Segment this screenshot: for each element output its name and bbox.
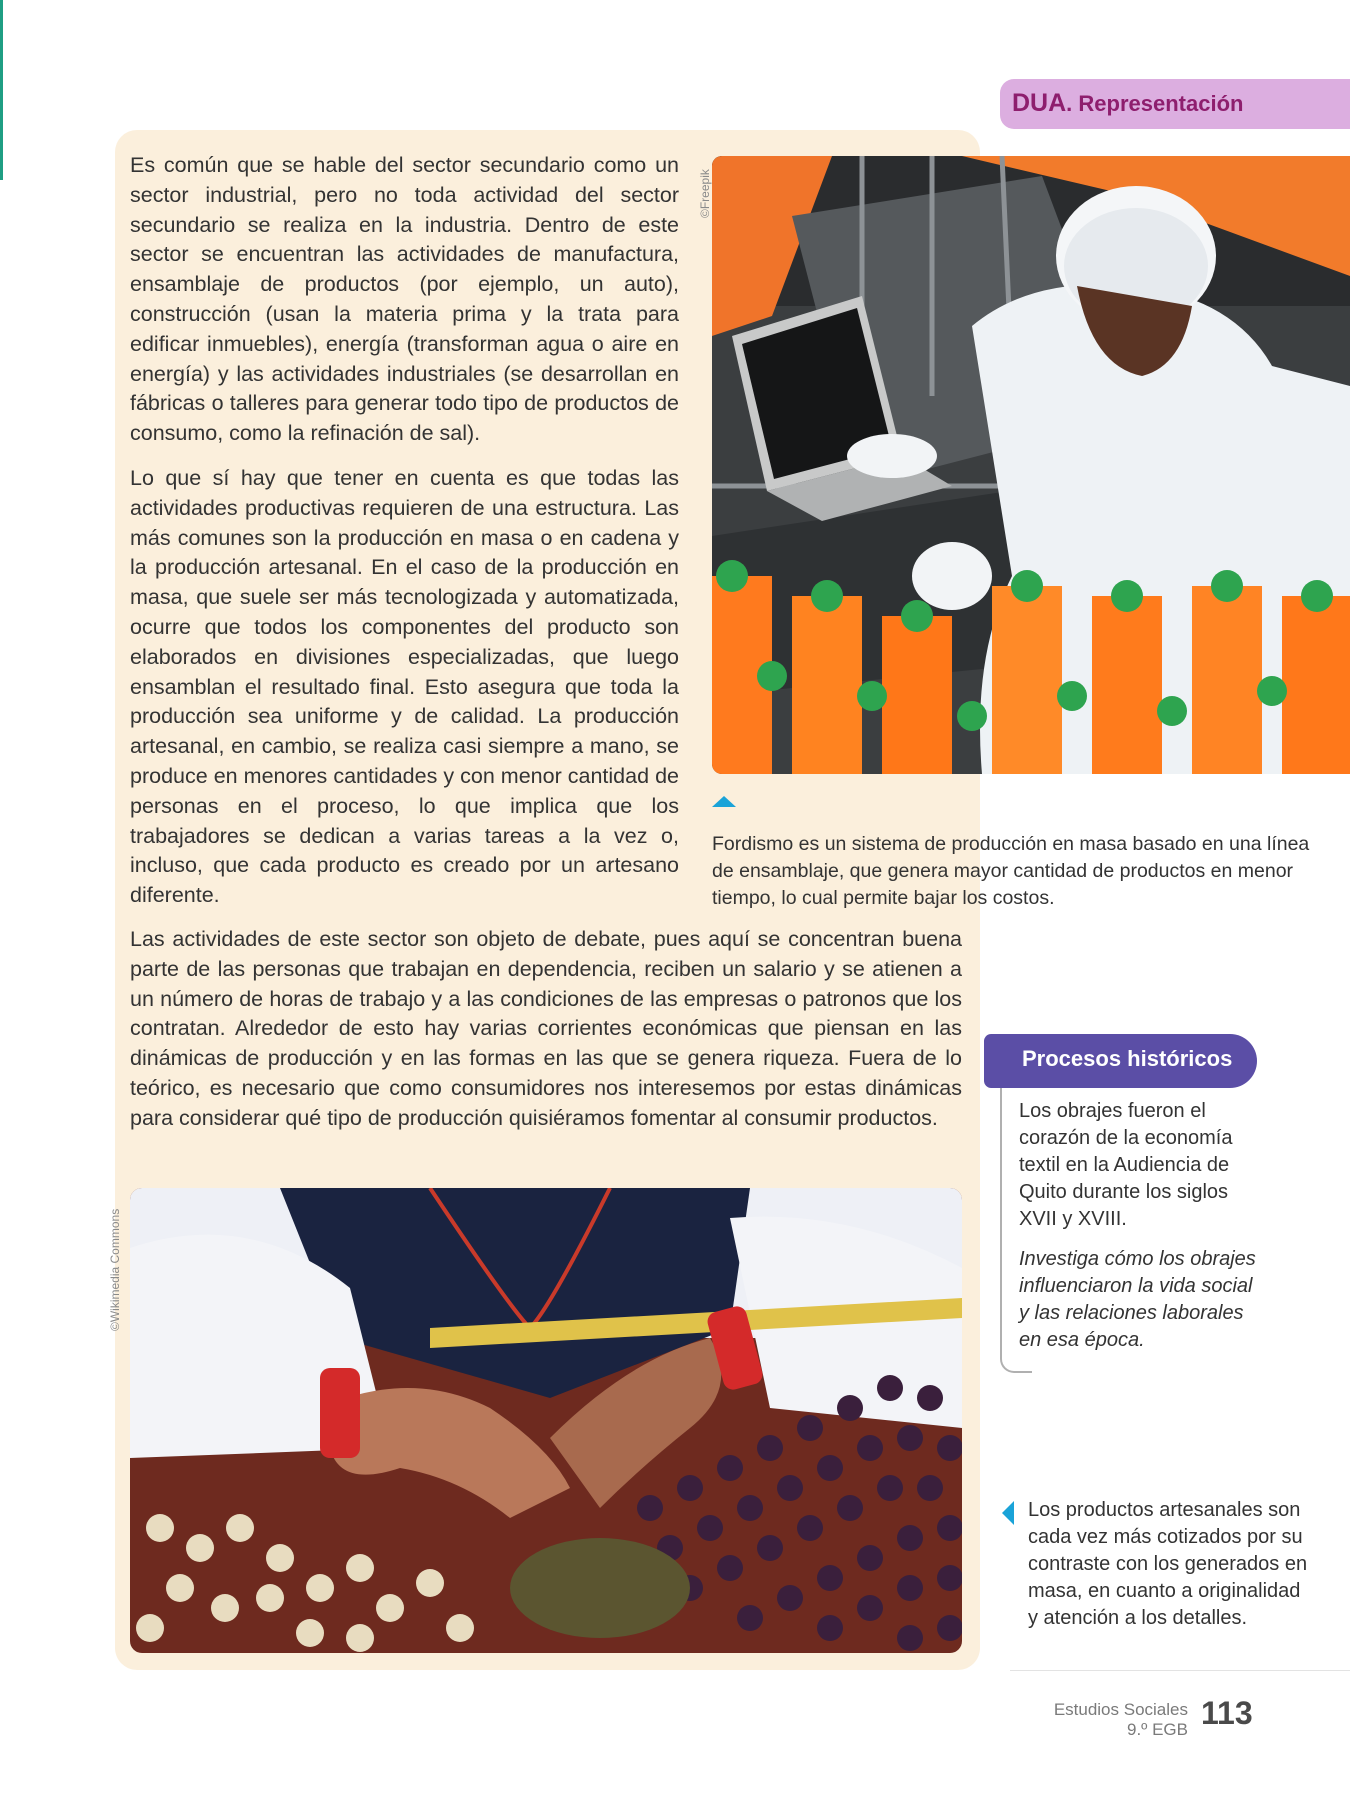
paragraph-2: Lo que sí hay que tener en cuenta es que todas las actividades productivas requieren de una estructura. Las más comunes son la producción en masa o en cadena y la producción artesanal. En el caso de la producción en masa, que suele ser más tecnologizada y automatizada, ocurre que todos los componentes del producto son elaborados en divisiones especializadas, que luego ensamblan el resultado final. Esto asegura que toda la producción sea uniforme y de calidad. La producción artesanal, en cambio, se realiza casi siempre a mano, se produce en menores cantidades y con menor cantidad de personas en el proceso, lo que implica que los trabajadores se dedican a varias tareas a la vez o, incluso, que cada producto es creado por un artesano diferente. — [130, 466, 679, 908]
procesos-historicos-title: Procesos históricos — [1022, 1046, 1233, 1071]
artisan-photo — [130, 1188, 962, 1653]
paragraph-3: Las actividades de este sector son objeto de debate, pues aquí se concentran buena parte de las personas que trabajan en dependencia, reciben un salario y se atienen a un número de horas de trabajo y a las condiciones de las empresas o patronos que los contratan. Alrededor de esto hay varias corrientes económicas que piensan en las dinámicas de producción y en las formas en las que se genera riqueza. Fuera de lo teórico, es necesario que como consumidores nos interesemos por estas dinámicas para considerar qué tipo de producción quisiéramos fomentar al consumir productos. — [130, 927, 962, 1130]
paragraph-1: Es común que se hable del sector secundario como un sector industrial, pero no toda actividad del sector secundario se realiza en la industria. Dentro de este sector se encuentran las actividades de manufactura, ensamblaje de productos (por ejemplo, un auto), construcción (usan la materia prima y la trata para edificar inmuebles), energía (transforman agua o aire en energía) y las actividades industriales (se desarrollan en fábricas o talleres para generar todo tipo de productos de consumo, como la refinación de sal). — [130, 153, 679, 446]
footer-subject: Estudios Sociales — [1053, 1700, 1188, 1719]
dua-tab — [1000, 79, 1350, 129]
photo1-credit: ©Freepik — [698, 169, 712, 218]
procesos-text: Los obrajes fueron el corazón de la economía textil en la Audiencia de Quito durante los siglos XVII y XVIII. — [1019, 1100, 1233, 1230]
caption-pointer-left-icon — [1002, 1501, 1014, 1525]
page-number: 113 — [1201, 1695, 1253, 1731]
dua-bold: DUA — [1012, 89, 1067, 117]
procesos-activity: Investiga cómo los obrajes influenciaron la vida social y las relaciones laborales en esa época. — [1019, 1248, 1256, 1351]
dua-label — [1012, 89, 1243, 118]
dua-subtitle: . Representación — [1066, 91, 1244, 116]
caption-pointer-up-icon — [712, 796, 736, 807]
procesos-historicos-header — [984, 1034, 1257, 1088]
footer-grade: 9.º EGB — [1126, 1720, 1188, 1739]
artisan-caption: Los productos artesanales son cada vez más cotizados por su contraste con los generados en masa, en cuanto a originalidad y atención a los detalles. — [1028, 1499, 1308, 1629]
photo2-credit: ©Wikimedia Commons — [108, 1208, 122, 1331]
factory-photo — [712, 156, 1350, 774]
factory-caption: Fordismo es un sistema de producción en masa basado en una línea de ensamblaje, que genera mayor cantidad de productos en menor tiempo, lo cual permite bajar los costos. — [712, 833, 1310, 909]
caption-divider — [1010, 1670, 1350, 1671]
page-edge-marker — [0, 0, 3, 180]
